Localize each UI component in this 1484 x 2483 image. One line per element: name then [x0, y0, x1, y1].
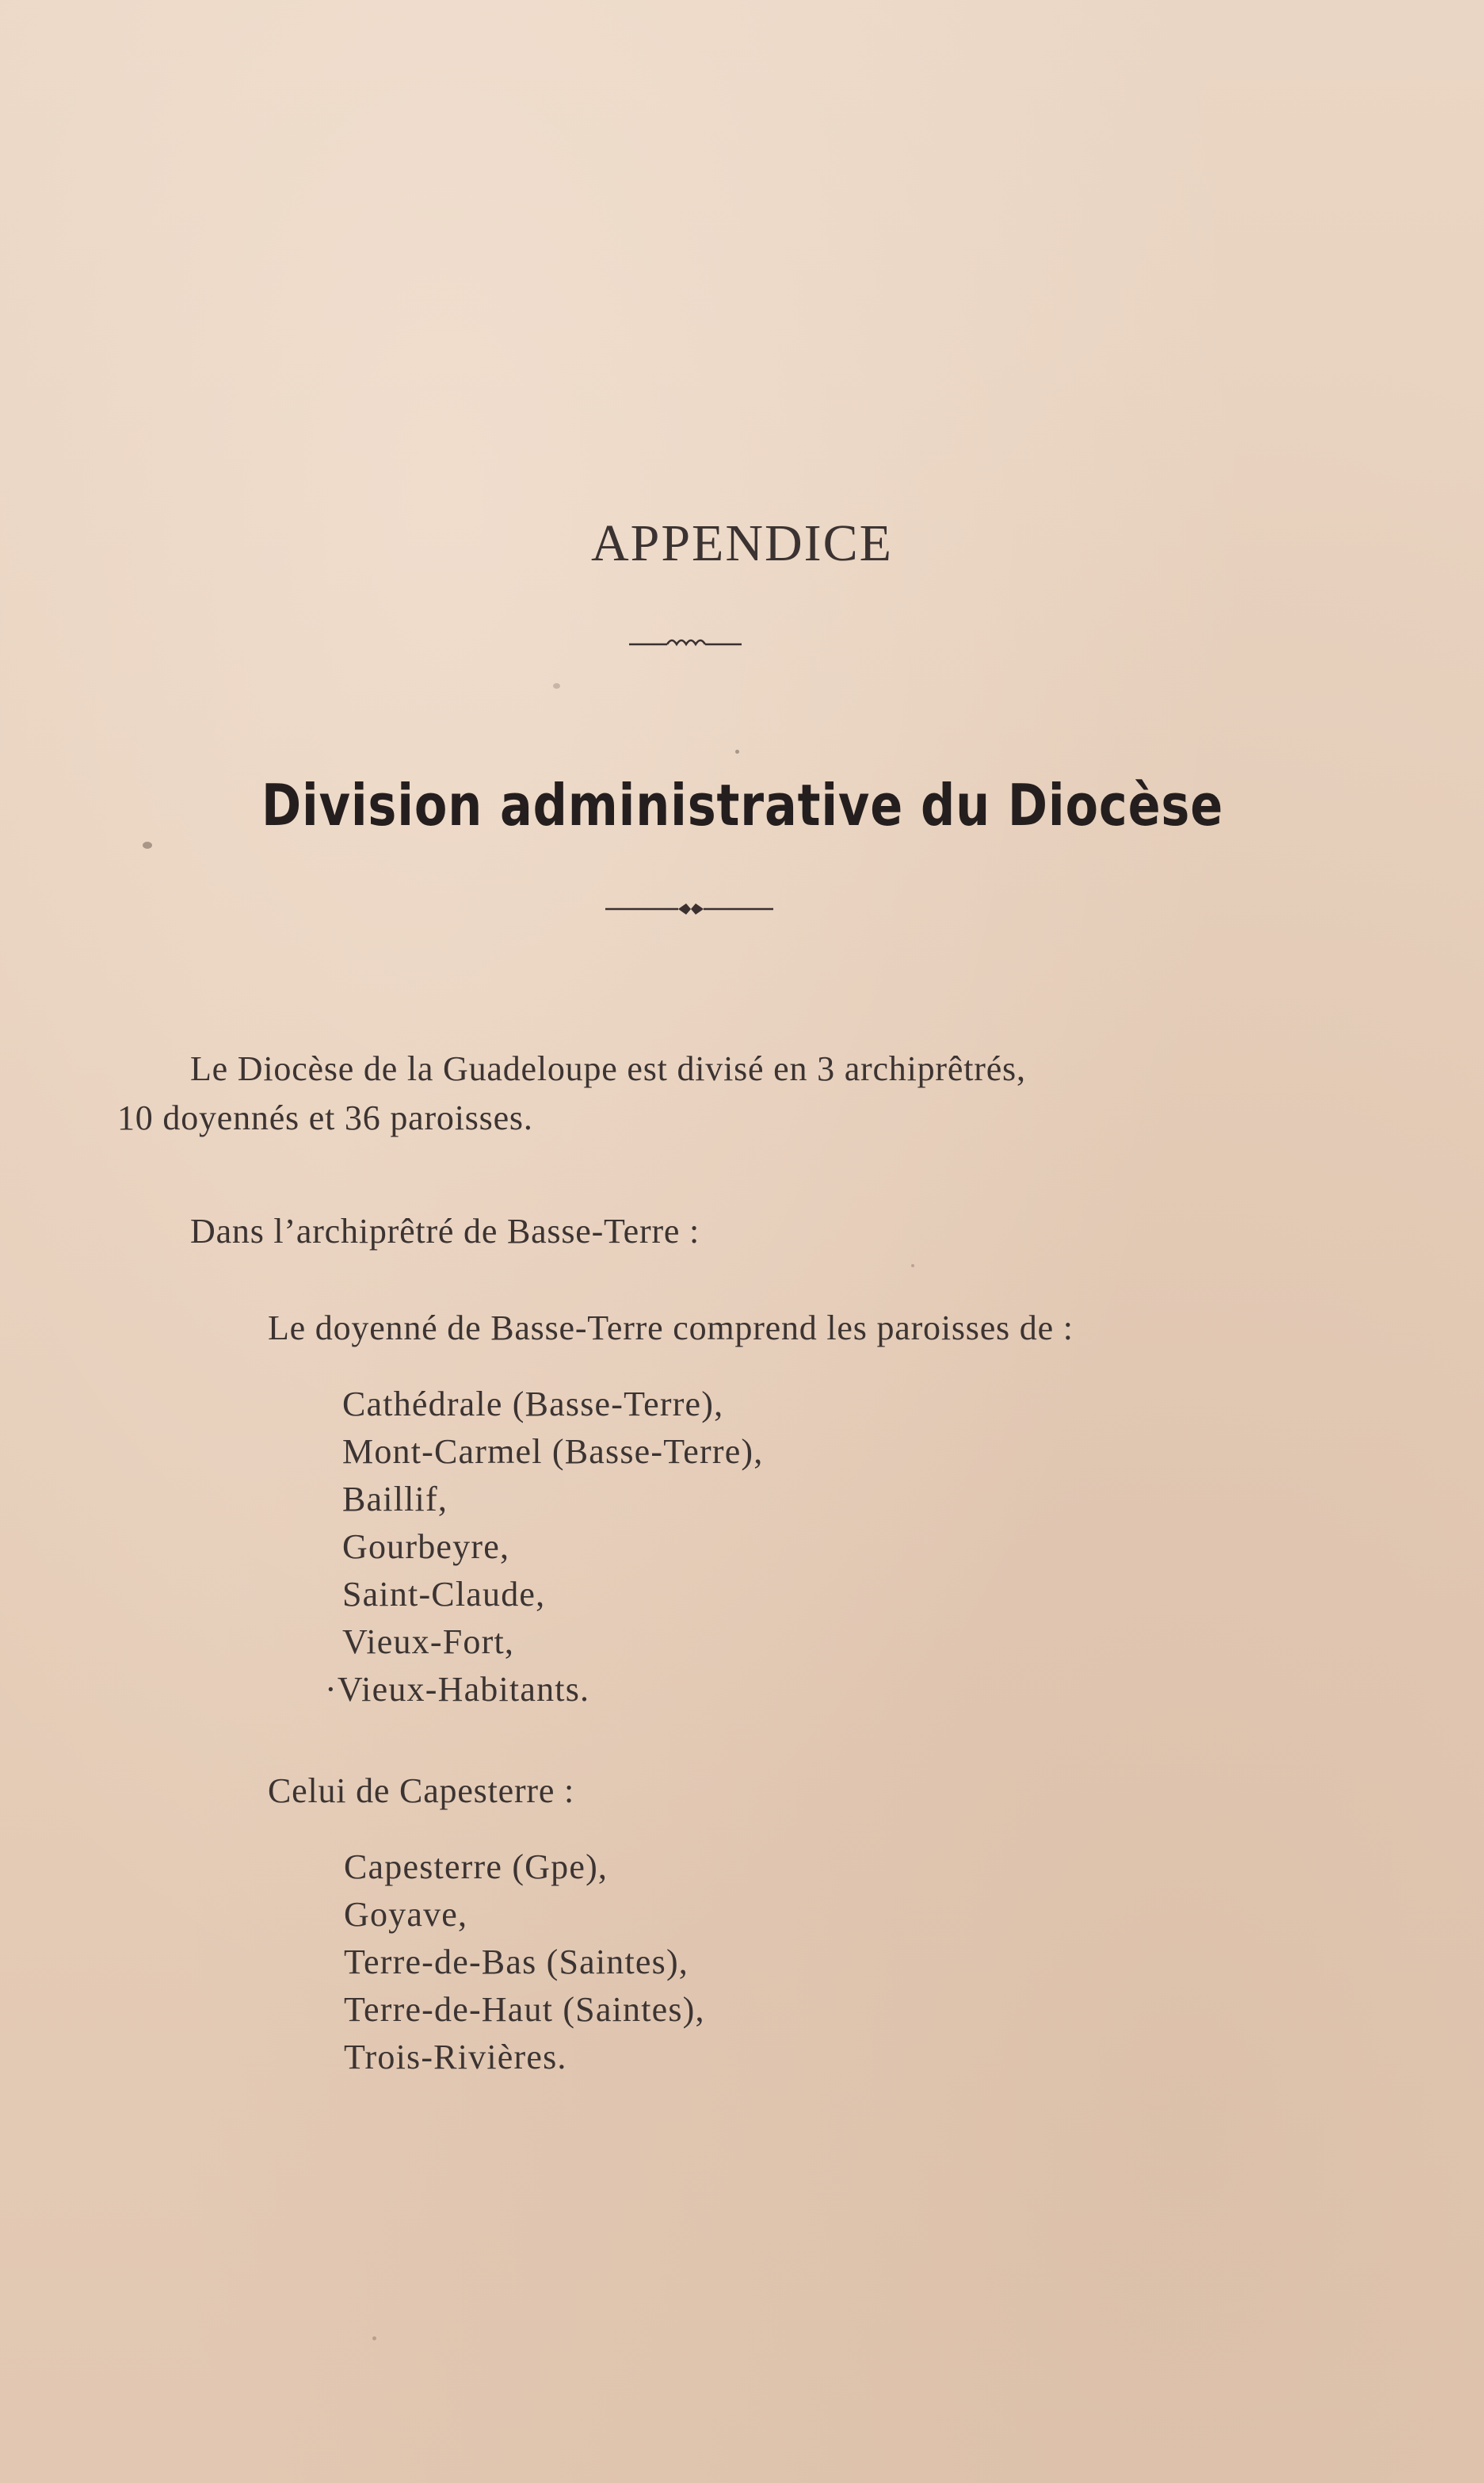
parish-item: Saint-Claude, — [342, 1575, 546, 1614]
deanery-capesterre-label: Celui de Capesterre : — [268, 1771, 574, 1810]
parish-item: Trois-Rivières. — [344, 2038, 567, 2076]
parish-item: Baillif, — [342, 1480, 448, 1518]
intro-line-2: 10 doyennés et 36 paroisses. — [117, 1098, 533, 1137]
appendix-title: APPENDICE — [590, 514, 894, 572]
title-ornament — [626, 630, 745, 654]
archpriestry-label: Dans l’archiprêtré de Basse-Terre : — [190, 1212, 700, 1251]
parish-item: Mont-Carmel (Basse-Terre), — [342, 1432, 764, 1471]
deanery-basse-terre-label: Le doyenné de Basse-Terre comprend les paroisses de : — [268, 1308, 1074, 1347]
paper-speck — [735, 750, 739, 754]
parish-item: Cathédrale (Basse-Terre), — [342, 1385, 724, 1423]
parish-item: Goyave, — [344, 1895, 468, 1934]
parish-item: Terre-de-Bas (Saintes), — [344, 1942, 689, 1981]
paper-speck — [911, 1264, 914, 1267]
heading-ornament — [602, 897, 776, 921]
parish-item: Capesterre (Gpe), — [344, 1847, 608, 1886]
parish-item: Vieux-Fort, — [342, 1622, 515, 1661]
intro-line-1: Le Diocèse de la Guadeloupe est divisé en 3 archiprêtrés, — [190, 1049, 1026, 1088]
parish-item: Gourbeyre, — [342, 1527, 510, 1566]
main-heading: Division administrative du Diocèse — [261, 772, 1224, 838]
parish-item: Terre-de-Haut (Saintes), — [344, 1990, 705, 2029]
paper-speck — [372, 2336, 376, 2340]
parish-item: ·Vieux-Habitants. — [325, 1670, 590, 1709]
paper-speck — [553, 683, 560, 689]
paper-speck — [143, 842, 152, 849]
